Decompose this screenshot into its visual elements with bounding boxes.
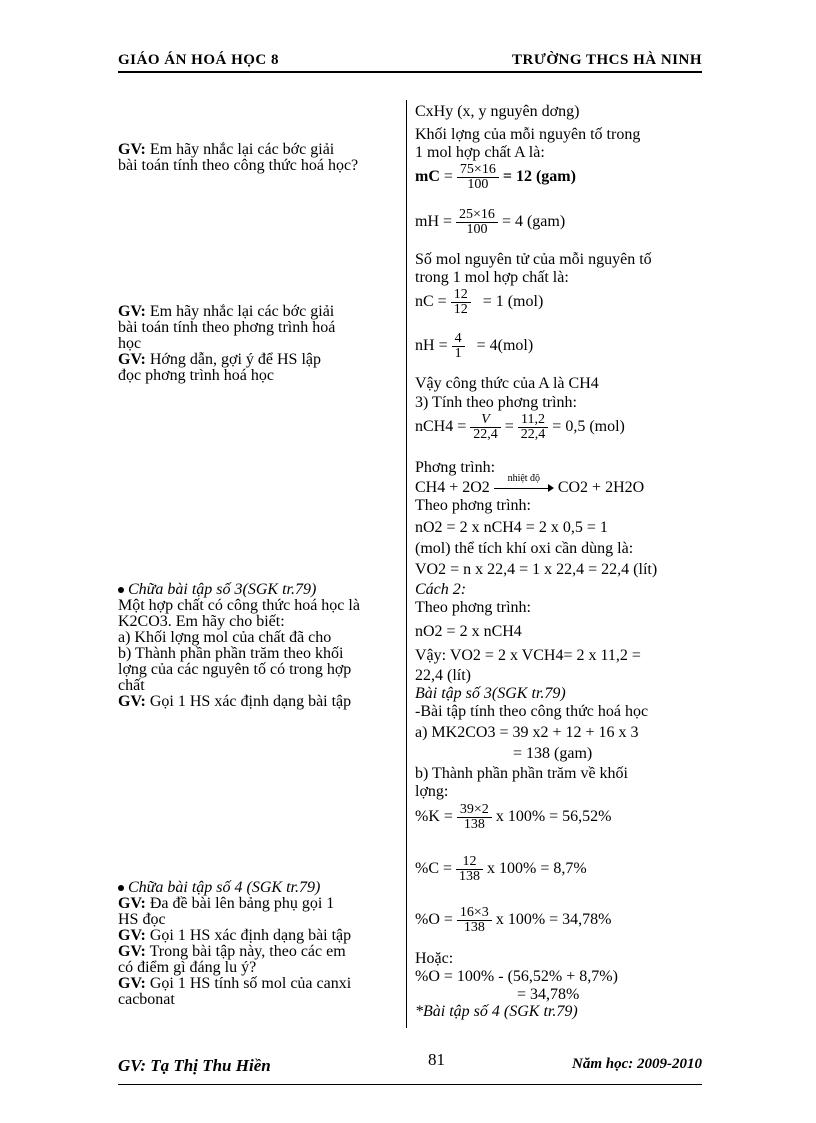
- reaction-condition: nhiệt độ: [507, 473, 541, 485]
- left-ex3: [118, 582, 360, 710]
- ex4-text: Trong bài tập này, theo các em: [145, 943, 346, 960]
- fraction: [457, 906, 492, 935]
- percent-k-formula: [415, 803, 612, 832]
- denominator: 100: [466, 222, 488, 237]
- ex3-line: b) Thành phần phần trăm theo khối: [118, 645, 344, 662]
- percent-c-formula: [415, 855, 587, 884]
- ex3-line: chất: [118, 677, 145, 694]
- mc-result: = 12 (gam): [502, 168, 576, 186]
- denominator: 100: [467, 177, 489, 192]
- right-r18: Bài tập số 3(SGK tr.79): [415, 685, 566, 702]
- gv-label: GV:: [118, 927, 146, 944]
- mh-label: mH: [415, 213, 439, 231]
- numerator: 11,2: [518, 413, 549, 428]
- right-r24: Hoặc:: [415, 950, 454, 967]
- mol-h-formula: nH = $\frac{4}{1}$ = 4(mol): [415, 331, 534, 361]
- left-ex4: [118, 880, 351, 1008]
- q1-text-2: bài toán tính theo công thức hoá học?: [118, 157, 359, 174]
- pk-label: %K =: [415, 808, 453, 826]
- bullet-icon: [118, 587, 124, 593]
- right-r7: 3) Tính theo phơng trình:: [415, 394, 577, 411]
- nc-result: = 1 (mol): [482, 293, 544, 311]
- mol-ch4-formula: nCH4 = $\frac{V}{22,4}$ = $\frac{11,2}{22,4}$ = 0,5 (mol): [415, 412, 625, 442]
- q3-text: Hớng dẫn, gợi ý để HS lập: [145, 351, 321, 368]
- fraction: [456, 208, 498, 237]
- q1-text: Em hãy nhắc lại các bớc giải: [145, 141, 335, 158]
- numerator: 12: [456, 855, 483, 870]
- nc-label: nC: [415, 293, 434, 311]
- denominator: 138: [463, 817, 485, 832]
- numerator: 75×16: [457, 163, 499, 178]
- ex4-text: HS đọc: [118, 911, 166, 928]
- q2-text-3: học: [118, 335, 142, 352]
- right-r1: CxHy (x, y nguyên dơng): [415, 103, 580, 120]
- right-r15: nO2 = 2 x nCH4: [415, 623, 522, 640]
- right-r12: VO2 = n x 22,4 = 1 x 22,4 = 22,4 (lít): [415, 561, 658, 578]
- nh-result: = 4(mol): [476, 337, 534, 355]
- footer-teacher: GV: Tạ Thị Thu Hiền: [118, 1056, 271, 1075]
- numerator: V: [470, 413, 501, 428]
- right-r5: trong 1 mol hợp chất là:: [415, 269, 569, 286]
- page-footer: [118, 1050, 702, 1080]
- numerator: 4: [452, 332, 465, 347]
- mh-result: = 4 (gam): [501, 213, 566, 231]
- q2-text: Em hãy nhắc lại các bớc giải: [145, 303, 335, 320]
- header-rule: [118, 71, 702, 73]
- right-r13: Cách 2:: [415, 581, 467, 598]
- numerator: 39×2: [457, 803, 492, 818]
- ex3-line: a) Khối lợng mol của chất đã cho: [118, 629, 332, 646]
- header-subject: GIÁO ÁN HOÁ HỌC 8: [118, 52, 280, 68]
- fraction: [457, 163, 499, 192]
- numerator: 16×3: [457, 906, 492, 921]
- page-number: 81: [428, 1050, 445, 1069]
- ex4-title: Chữa bài tập số 4 (SGK tr.79): [128, 879, 321, 896]
- right-r20: a) MK2CO3 = 39 x2 + 12 + 16 x 3: [415, 724, 639, 741]
- fraction: [518, 413, 549, 442]
- gv-label: GV:: [118, 303, 146, 320]
- fraction: [452, 332, 465, 361]
- nh-label: nH: [415, 337, 435, 355]
- right-r14: Theo phơng trình:: [415, 599, 531, 616]
- denominator: 138: [463, 920, 485, 935]
- gv-label: GV:: [118, 693, 146, 710]
- nch4-result: = 0,5 (mol): [552, 418, 625, 436]
- right-r6: Vậy công thức của A là CH4: [415, 375, 599, 392]
- right-r9: Theo phơng trình:: [415, 497, 531, 514]
- equation-reactants: CH4 + 2O2: [415, 479, 490, 496]
- right-r4: Số mol nguyên tử của mỗi nguyên tố: [415, 251, 652, 268]
- fraction: [451, 288, 471, 317]
- page-header: [118, 52, 702, 72]
- ex3-line: lợng của các nguyên tố có trong hợp: [118, 661, 352, 678]
- gv-label: GV:: [118, 141, 146, 158]
- nch4-label: nCH4: [415, 418, 454, 436]
- ex4-text: Gọi 1 HS xác định dạng bài tập: [145, 927, 352, 944]
- fraction: [470, 413, 501, 442]
- ex4-text: Đa đề bài lên bảng phụ gọi 1: [145, 895, 335, 912]
- fraction: [457, 803, 492, 832]
- gv-label: GV:: [118, 351, 146, 368]
- header-school: TRƯỜNG THCS HÀ NINH: [512, 52, 702, 68]
- right-r17: 22,4 (lít): [415, 667, 471, 684]
- footer-school-year: Năm học: 2009-2010: [572, 1056, 702, 1072]
- arrow-head: [548, 484, 554, 492]
- right-r26: = 34,78%: [517, 986, 580, 1003]
- pc-label: %C =: [415, 860, 453, 878]
- arrow-shaft: [494, 488, 550, 489]
- equation-products: CO2 + 2H2O: [557, 479, 645, 496]
- percent-o-formula: [415, 906, 612, 935]
- reaction-equation: [415, 473, 645, 496]
- ex3-gv-text: Gọi 1 HS xác định dạng bài tập: [145, 693, 352, 710]
- pk-result: x 100% = 56,52%: [495, 808, 612, 826]
- right-r25: %O = 100% - (56,52% + 8,7%): [415, 968, 618, 985]
- numerator: 25×16: [456, 208, 498, 223]
- pc-result: x 100% = 8,7%: [487, 860, 587, 878]
- ex3-line: Một hợp chất có công thức hoá học là: [118, 597, 360, 614]
- ex4-text: cacbonat: [118, 991, 175, 1008]
- gv-label: GV:: [118, 943, 146, 960]
- right-r8: Phơng trình:: [415, 459, 496, 476]
- right-r21: = 138 (gam): [513, 745, 593, 762]
- right-r11: (mol) thể tích khí oxi cần dùng là:: [415, 540, 634, 557]
- footer-rule: [118, 1084, 702, 1085]
- column-divider: [406, 100, 407, 1028]
- mass-h-formula: mH = $\frac{25\times 16}{100}$ = 4 (gam): [415, 207, 566, 237]
- denominator: 22,4: [473, 427, 498, 442]
- right-r3: 1 mol hợp chất A là:: [415, 144, 545, 161]
- gv-label: GV:: [118, 975, 146, 992]
- reaction-arrow-icon: [494, 473, 554, 495]
- mol-c-formula: nC = $\frac{12}{12}$ = 1 (mol): [415, 287, 544, 317]
- right-r2: Khối lợng của mỗi nguyên tố trong: [415, 126, 641, 143]
- ex3-title: Chữa bài tập số 3(SGK tr.79): [128, 581, 317, 598]
- po-label: %O =: [415, 911, 453, 929]
- right-r10: nO2 = 2 x nCH4 = 2 x 0,5 = 1: [415, 519, 608, 536]
- gv-label: GV:: [118, 895, 146, 912]
- right-r27: *Bài tập số 4 (SGK tr.79): [415, 1003, 578, 1020]
- denominator: 12: [453, 302, 468, 317]
- ex4-text: có điểm gì đáng lu ý?: [118, 959, 257, 976]
- ex4-text: Gọi 1 HS tính số mol của canxi: [145, 975, 352, 992]
- left-q2: [118, 304, 335, 384]
- right-r16: Vậy: VO2 = 2 x VCH4= 2 x 11,2 =: [415, 647, 641, 664]
- denominator: 22,4: [520, 427, 546, 442]
- mass-c-formula: mC = $\frac{75\times 16}{100}$ = 12 (gam): [415, 162, 576, 192]
- right-r22: b) Thành phần phần trăm về khối: [415, 765, 628, 782]
- denominator: 1: [454, 346, 462, 361]
- mc-label: mC: [415, 168, 440, 186]
- bullet-icon: [118, 885, 124, 891]
- denominator: 138: [459, 869, 481, 884]
- left-q1: [118, 142, 358, 174]
- fraction: [456, 855, 483, 884]
- q2-text-2: bài toán tính theo phơng trình hoá: [118, 319, 336, 336]
- q3-text-2: đọc phơng trình hoá học: [118, 367, 274, 384]
- ex3-line: K2CO3. Em hãy cho biết:: [118, 613, 285, 630]
- po-result: x 100% = 34,78%: [495, 911, 612, 929]
- right-r19: -Bài tập tính theo công thức hoá học: [415, 703, 649, 720]
- right-r23: lợng:: [415, 783, 449, 800]
- numerator: 12: [451, 288, 471, 303]
